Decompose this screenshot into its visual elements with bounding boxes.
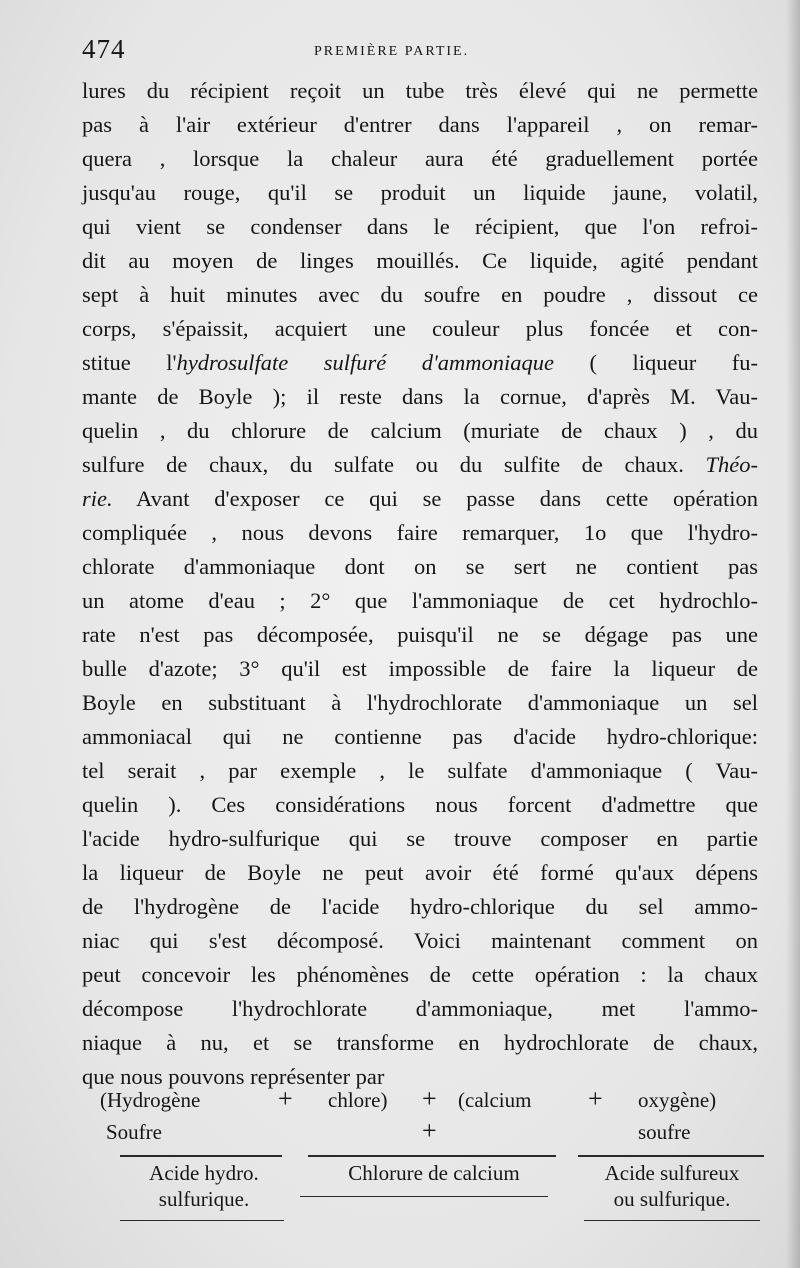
text-line: corps, s'épaissit, acquiert une couleur plus foncée et con-: [82, 316, 758, 341]
result-right-line-2: ou sulfurique.: [613, 1187, 731, 1211]
plus-sign: +: [588, 1084, 603, 1113]
text-line: compliquée , nous devons faire remarquer, 1o que l'hydro-: [82, 520, 758, 545]
rule-middle: [308, 1155, 556, 1157]
text-fragment: Avant d'exposer ce qui se passe dans cette opération: [112, 486, 758, 511]
body-text: [82, 74, 758, 1094]
formula-hydrogene: (Hydrogène: [100, 1088, 201, 1112]
text-line: chlorate d'ammoniaque dont on se sert ne contient pas: [82, 554, 758, 579]
text-line: que nous pouvons représenter par: [82, 1064, 385, 1089]
text-line: pas à l'air extérieur d'entrer dans l'appareil , on remar-: [82, 112, 758, 137]
italic-term: rie.: [82, 486, 113, 511]
text-fragment: ( liqueur fu-: [554, 350, 758, 375]
chemical-formula: [100, 1084, 770, 1238]
running-head: PREMIÈRE PARTIE.: [314, 44, 470, 59]
italic-term: hydrosulfate sulfuré d'ammoniaque: [176, 350, 555, 375]
text-line: bulle d'azote; 3° qu'il est impossible de faire la liqueur de: [82, 656, 758, 681]
text-line: l'acide hydro-sulfurique qui se trouve composer en partie: [82, 826, 758, 851]
text-line: quelin , du chlorure de calcium (muriate de chaux ) , du: [82, 418, 758, 443]
text-line-with-italic: [82, 448, 758, 482]
text-line: de l'hydrogène de l'acide hydro-chlorique du sel ammo-: [82, 894, 758, 919]
text-line: décompose l'hydrochlorate d'ammoniaque, met l'ammo-: [82, 996, 758, 1021]
text-line: quera , lorsque la chaleur aura été graduellement portée: [82, 146, 758, 171]
result-left-line-2: sulfurique.: [158, 1187, 250, 1211]
page-edge-shadow: [786, 0, 800, 1268]
page-number: 474: [82, 34, 126, 64]
text-line-with-italic: [82, 346, 758, 380]
rule-under-right: [584, 1220, 760, 1221]
text-line-with-italic: [82, 482, 758, 516]
text-line: lures du récipient reçoit un tube très élevé qui ne permette: [82, 78, 758, 103]
rule-under-middle: [300, 1196, 548, 1197]
plus-sign: +: [422, 1116, 437, 1145]
text-line: qui vient se condenser dans le récipient, que l'on refroi-: [82, 214, 758, 239]
formula-soufre-left: Soufre: [106, 1120, 162, 1144]
formula-oxygene: oxygène): [638, 1088, 717, 1112]
plus-sign: +: [278, 1084, 293, 1113]
text-line: niac qui s'est décomposé. Voici maintenant comment on: [82, 928, 758, 953]
text-fragment: stitue l': [82, 350, 177, 375]
text-line: mante de Boyle ); il reste dans la cornue, d'après M. Vau-: [82, 384, 758, 409]
rule-right: [578, 1155, 764, 1157]
text-line: quelin ). Ces considérations nous forcent d'admettre que: [82, 792, 758, 817]
text-line: un atome d'eau ; 2° que l'ammoniaque de cet hydrochlo-: [82, 588, 758, 613]
text-line: tel serait , par exemple , le sulfate d'ammoniaque ( Vau-: [82, 758, 758, 783]
rule-left: [120, 1155, 282, 1157]
formula-soufre-right: soufre: [638, 1120, 691, 1144]
text-line: Boyle en substituant à l'hydrochlorate d'ammoniaque un sel: [82, 690, 758, 715]
rule-under-left: [120, 1220, 284, 1221]
italic-term: Théo-: [705, 452, 758, 477]
text-line: rate n'est pas décomposée, puisqu'il ne se dégage pas une: [82, 622, 758, 647]
text-line: niaque à nu, et se transforme en hydrochlorate de chaux,: [82, 1030, 758, 1055]
result-left-line-1: Acide hydro.: [149, 1161, 259, 1185]
page-header: [82, 34, 762, 70]
formula-chlore: chlore): [328, 1088, 388, 1112]
text-line: peut concevoir les phénomènes de cette opération : la chaux: [82, 962, 758, 987]
text-fragment: sulfure de chaux, du sulfate ou du sulfite de chaux.: [82, 452, 706, 477]
text-line: jusqu'au rouge, qu'il se produit un liquide jaune, volatil,: [82, 180, 758, 205]
formula-calcium: (calcium: [458, 1088, 532, 1112]
plus-sign: +: [422, 1084, 437, 1113]
text-line: la liqueur de Boyle ne peut avoir été formé qu'aux dépens: [82, 860, 758, 885]
result-middle: Chlorure de calcium: [348, 1161, 520, 1185]
text-line: sept à huit minutes avec du soufre en poudre , dissout ce: [82, 282, 758, 307]
text-line: ammoniacal qui ne contienne pas d'acide hydro-chlorique:: [82, 724, 758, 749]
result-right-line-1: Acide sulfureux: [604, 1161, 740, 1185]
text-line: dit au moyen de linges mouillés. Ce liquide, agité pendant: [82, 248, 758, 273]
